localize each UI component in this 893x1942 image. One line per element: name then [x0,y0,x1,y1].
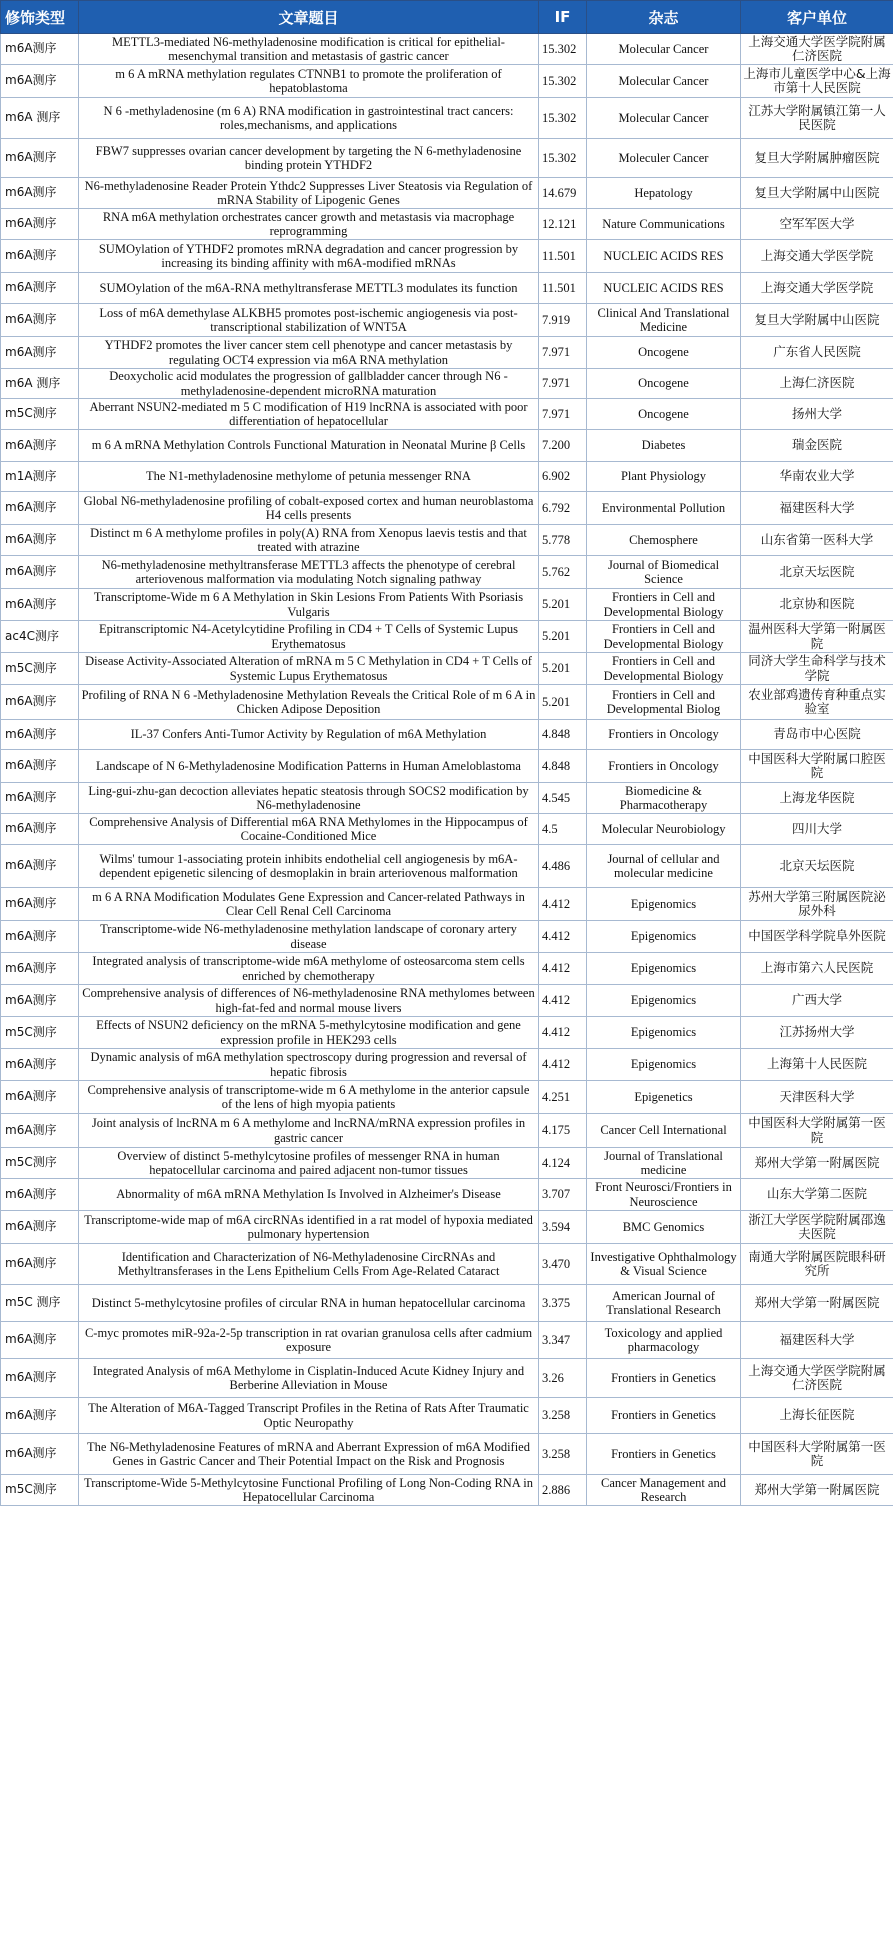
client-unit-cell: 江苏扬州大学 [741,1017,893,1049]
article-title-cell: Comprehensive analysis of transcriptome-wide m 6 A methylome in the anterior capsule of the lens of high myopia patients [79,1081,539,1114]
journal-cell: Moleculer Cancer [587,139,741,178]
table-row [1,492,893,525]
table-row [1,750,893,783]
modification-type-cell: m6A测序 [1,720,79,750]
modification-type-cell: m6A测序 [1,985,79,1017]
impact-factor-cell: 3.707 [539,1179,587,1211]
impact-factor-cell: 3.258 [539,1398,587,1434]
journal-cell: Oncogene [587,399,741,430]
impact-factor-cell: 4.124 [539,1148,587,1179]
journal-cell: Molecular Cancer [587,98,741,139]
client-unit-cell: 上海长征医院 [741,1398,893,1434]
modification-type-cell: m5C测序 [1,399,79,430]
journal-cell: Molecular Cancer [587,65,741,98]
modification-type-cell: m6A测序 [1,65,79,98]
journal-cell: Epigenomics [587,953,741,985]
table-row [1,953,893,985]
modification-type-cell: m6A测序 [1,209,79,240]
journal-cell: NUCLEIC ACIDS RES [587,240,741,273]
journal-cell: Oncogene [587,337,741,369]
client-unit-cell: 郑州大学第一附属医院 [741,1148,893,1179]
impact-factor-cell: 4.412 [539,1049,587,1081]
table-row [1,888,893,921]
impact-factor-cell: 11.501 [539,240,587,273]
modification-type-cell: m6A测序 [1,273,79,304]
modification-type-cell: m6A测序 [1,139,79,178]
client-unit-cell: 北京协和医院 [741,589,893,621]
article-title-cell: Comprehensive Analysis of Differential m6A RNA Methylomes in the Hippocampus of Cocaine-Conditioned Mice [79,814,539,845]
client-unit-cell: 华南农业大学 [741,462,893,492]
modification-type-cell: m6A 测序 [1,369,79,399]
journal-cell: Frontiers in Cell and Developmental Biology [587,621,741,653]
journal-cell: Frontiers in Oncology [587,750,741,783]
article-title-cell: Profiling of RNA N 6 -Methyladenosine Methylation Reveals the Critical Role of m 6 A in Chicken Adipose Deposition [79,685,539,720]
impact-factor-cell: 3.26 [539,1359,587,1398]
article-title-cell: N6-methyladenosine methyltransferase METTL3 affects the phenotype of cerebral arteriovenous malformation via modulating Notch signaling pathway [79,556,539,589]
impact-factor-cell: 6.792 [539,492,587,525]
modification-type-cell: m6A测序 [1,525,79,556]
client-unit-cell: 温州医科大学第一附属医院 [741,621,893,653]
client-unit-cell: 郑州大学第一附属医院 [741,1285,893,1322]
modification-type-cell: m6A测序 [1,783,79,814]
article-title-cell: Deoxycholic acid modulates the progression of gallbladder cancer through N6 -methyladenosine-dependent microRNA maturation [79,369,539,399]
client-unit-cell: 上海交通大学医学院附属仁济医院 [741,34,893,65]
table-row [1,621,893,653]
client-unit-cell: 北京天坛医院 [741,556,893,589]
modification-type-cell: m6A测序 [1,1114,79,1148]
impact-factor-cell: 5.201 [539,621,587,653]
journal-cell: American Journal of Translational Research [587,1285,741,1322]
client-unit-cell: 苏州大学第三附属医院泌尿外科 [741,888,893,921]
impact-factor-cell: 4.412 [539,985,587,1017]
table-row [1,1081,893,1114]
table-row [1,178,893,209]
impact-factor-cell: 4.175 [539,1114,587,1148]
modification-type-cell: m6A测序 [1,1244,79,1285]
client-unit-cell: 广西大学 [741,985,893,1017]
impact-factor-cell: 3.347 [539,1322,587,1359]
table-row [1,1398,893,1434]
modification-type-cell: m6A测序 [1,34,79,65]
article-title-cell: Disease Activity-Associated Alteration of mRNA m 5 C Methylation in CD4 + T Cells of Systemic Lupus Erythematosus [79,653,539,685]
journal-cell: Plant Physiology [587,462,741,492]
article-title-cell: Abnormality of m6A mRNA Methylation Is Involved in Alzheimer's Disease [79,1179,539,1211]
article-title-cell: SUMOylation of YTHDF2 promotes mRNA degradation and cancer progression by increasing its binding affinity with m6A-modified mRNAs [79,240,539,273]
table-row [1,430,893,462]
client-unit-cell: 北京天坛医院 [741,845,893,888]
client-unit-cell: 复旦大学附属中山医院 [741,178,893,209]
journal-cell: Chemosphere [587,525,741,556]
client-unit-cell: 上海市儿童医学中心&上海市第十人民医院 [741,65,893,98]
table-row [1,589,893,621]
modification-type-cell: m6A测序 [1,430,79,462]
impact-factor-cell: 4.5 [539,814,587,845]
header-article-title: 文章题目 [79,1,539,34]
article-title-cell: Integrated analysis of transcriptome-wide m6A methylome of osteosarcoma stem cells enriched by chemotherapy [79,953,539,985]
impact-factor-cell: 4.848 [539,750,587,783]
table-row [1,1017,893,1049]
table-row [1,209,893,240]
modification-type-cell: m1A测序 [1,462,79,492]
article-title-cell: Wilms' tumour 1-associating protein inhibits endothelial cell angiogenesis by m6A-dependent epigenetic silencing of desmoplakin in brain arteriovenous malformation [79,845,539,888]
modification-type-cell: m5C测序 [1,1017,79,1049]
client-unit-cell: 上海第十人民医院 [741,1049,893,1081]
client-unit-cell: 上海龙华医院 [741,783,893,814]
article-title-cell: Distinct m 6 A methylome profiles in poly(A) RNA from Xenopus laevis testis and that treated with atrazine [79,525,539,556]
table-row [1,814,893,845]
table-row [1,1434,893,1475]
impact-factor-cell: 11.501 [539,273,587,304]
journal-cell: Cancer Cell International [587,1114,741,1148]
impact-factor-cell: 4.545 [539,783,587,814]
article-title-cell: YTHDF2 promotes the liver cancer stem cell phenotype and cancer metastasis by regulating OCT4 expression via m6A RNA methylation [79,337,539,369]
table-row [1,985,893,1017]
modification-type-cell: m6A测序 [1,1398,79,1434]
modification-type-cell: m5C测序 [1,1148,79,1179]
journal-cell: Frontiers in Cell and Developmental Biology [587,589,741,621]
impact-factor-cell: 3.258 [539,1434,587,1475]
table-row [1,273,893,304]
article-title-cell: Dynamic analysis of m6A methylation spectroscopy during progression and reversal of hepatic fibrosis [79,1049,539,1081]
client-unit-cell: 上海市第六人民医院 [741,953,893,985]
modification-type-cell: m6A测序 [1,556,79,589]
header-row [1,1,893,34]
modification-type-cell: m6A测序 [1,589,79,621]
client-unit-cell: 山东大学第二医院 [741,1179,893,1211]
article-title-cell: C-myc promotes miR-92a-2-5p transcription in rat ovarian granulosa cells after cadmium exposure [79,1322,539,1359]
journal-cell: BMC Genomics [587,1211,741,1244]
article-title-cell: N 6 -methyladenosine (m 6 A) RNA modification in gastrointestinal tract cancers: roles,mechanisms, and applications [79,98,539,139]
modification-type-cell: m6A测序 [1,492,79,525]
modification-type-cell: m5C测序 [1,1475,79,1506]
article-title-cell: Epitranscriptomic N4-Acetylcytidine Profiling in CD4 + T Cells of Systemic Lupus Erythematosus [79,621,539,653]
client-unit-cell: 上海仁济医院 [741,369,893,399]
journal-cell: Epigenomics [587,1017,741,1049]
article-title-cell: SUMOylation of the m6A-RNA methyltransferase METTL3 modulates its function [79,273,539,304]
modification-type-cell: m6A测序 [1,1081,79,1114]
impact-factor-cell: 3.375 [539,1285,587,1322]
journal-cell: Epigenomics [587,1049,741,1081]
impact-factor-cell: 4.486 [539,845,587,888]
journal-cell: Hepatology [587,178,741,209]
client-unit-cell: 同济大学生命科学与技术学院 [741,653,893,685]
table-row [1,1285,893,1322]
impact-factor-cell: 3.594 [539,1211,587,1244]
article-title-cell: Distinct 5-methylcytosine profiles of circular RNA in human hepatocellular carcinoma [79,1285,539,1322]
table-row [1,685,893,720]
article-title-cell: Loss of m6A demethylase ALKBH5 promotes post-ischemic angiogenesis via post-transcriptional stabilization of WNT5A [79,304,539,337]
table-row [1,1179,893,1211]
table-row [1,98,893,139]
table-row [1,1211,893,1244]
table-row [1,1148,893,1179]
impact-factor-cell: 15.302 [539,34,587,65]
client-unit-cell: 中国医学科学院阜外医院 [741,921,893,953]
article-title-cell: Comprehensive analysis of differences of N6-methyladenosine RNA methylomes between high-fat-fed and normal mouse livers [79,985,539,1017]
impact-factor-cell: 7.971 [539,337,587,369]
impact-factor-cell: 4.251 [539,1081,587,1114]
table-row [1,462,893,492]
client-unit-cell: 山东省第一医科大学 [741,525,893,556]
table-row [1,1475,893,1506]
journal-cell: Frontiers in Genetics [587,1434,741,1475]
client-unit-cell: 四川大学 [741,814,893,845]
modification-type-cell: m6A测序 [1,178,79,209]
article-title-cell: Global N6-methyladenosine profiling of cobalt-exposed cortex and human neuroblastoma H4 cells presents [79,492,539,525]
journal-cell: Nature Communications [587,209,741,240]
article-title-cell: Overview of distinct 5-methylcytosine profiles of messenger RNA in human hepatocellular carcinoma and paired adjacent non-tumor tissues [79,1148,539,1179]
impact-factor-cell: 6.902 [539,462,587,492]
table-row [1,845,893,888]
client-unit-cell: 农业部鸡遗传育种重点实验室 [741,685,893,720]
impact-factor-cell: 4.412 [539,1017,587,1049]
header-client-unit: 客户单位 [741,1,893,34]
journal-cell: Oncogene [587,369,741,399]
article-title-cell: The Alteration of M6A-Tagged Transcript Profiles in the Retina of Rats After Traumatic Optic Neuropathy [79,1398,539,1434]
article-title-cell: N6-methyladenosine Reader Protein Ythdc2 Suppresses Liver Steatosis via Regulation of mRNA Stability of Lipogenic Genes [79,178,539,209]
impact-factor-cell: 7.200 [539,430,587,462]
journal-cell: Biomedicine & Pharmacotherapy [587,783,741,814]
article-title-cell: Joint analysis of lncRNA m 6 A methylome and lncRNA/mRNA expression profiles in gastric cancer [79,1114,539,1148]
journal-cell: Environmental Pollution [587,492,741,525]
table-row [1,1049,893,1081]
journal-cell: Toxicology and applied pharmacology [587,1322,741,1359]
client-unit-cell: 上海交通大学医学院附属仁济医院 [741,1359,893,1398]
client-unit-cell: 青岛市中心医院 [741,720,893,750]
journal-cell: Journal of cellular and molecular medicine [587,845,741,888]
impact-factor-cell: 15.302 [539,139,587,178]
client-unit-cell: 空军军医大学 [741,209,893,240]
journal-cell: Epigenomics [587,888,741,921]
header-journal: 杂志 [587,1,741,34]
article-title-cell: m 6 A mRNA Methylation Controls Functional Maturation in Neonatal Murine β Cells [79,430,539,462]
impact-factor-cell: 5.201 [539,589,587,621]
journal-cell: Frontiers in Oncology [587,720,741,750]
modification-type-cell: m6A测序 [1,1359,79,1398]
client-unit-cell: 广东省人民医院 [741,337,893,369]
client-unit-cell: 郑州大学第一附属医院 [741,1475,893,1506]
article-title-cell: Aberrant NSUN2-mediated m 5 C modification of H19 lncRNA is associated with poor differentiation of hepatocellular [79,399,539,430]
journal-cell: Frontiers in Cell and Developmental Biology [587,653,741,685]
client-unit-cell: 扬州大学 [741,399,893,430]
journal-cell: Cancer Management and Research [587,1475,741,1506]
impact-factor-cell: 4.412 [539,888,587,921]
journal-cell: NUCLEIC ACIDS RES [587,273,741,304]
impact-factor-cell: 5.201 [539,685,587,720]
client-unit-cell: 中国医科大学附属口腔医院 [741,750,893,783]
impact-factor-cell: 7.971 [539,399,587,430]
article-title-cell: IL-37 Confers Anti-Tumor Activity by Regulation of m6A Methylation [79,720,539,750]
journal-cell: Epigenomics [587,985,741,1017]
header-impact-factor: IF [539,1,587,34]
modification-type-cell: m6A测序 [1,685,79,720]
table-row [1,525,893,556]
table-row [1,34,893,65]
journal-cell: Frontiers in Cell and Developmental Biolog [587,685,741,720]
modification-type-cell: m6A测序 [1,1049,79,1081]
journal-cell: Investigative Ophthalmology & Visual Science [587,1244,741,1285]
client-unit-cell: 上海交通大学医学院 [741,273,893,304]
modification-type-cell: m6A测序 [1,337,79,369]
client-unit-cell: 南通大学附属医院眼科研究所 [741,1244,893,1285]
article-title-cell: Transcriptome-wide map of m6A circRNAs identified in a rat model of hypoxia mediated pulmonary hypertension [79,1211,539,1244]
article-title-cell: METTL3-mediated N6-methyladenosine modification is critical for epithelial-mesenchymal transition and metastasis of gastric cancer [79,34,539,65]
table-row [1,783,893,814]
article-title-cell: m 6 A RNA Modification Modulates Gene Expression and Cancer-related Pathways in Clear Cell Renal Cell Carcinoma [79,888,539,921]
article-title-cell: Identification and Characterization of N6-Methyladenosine CircRNAs and Methyltransferases in the Lens Epithelium Cells From Age-Related Cataract [79,1244,539,1285]
modification-type-cell: m6A 测序 [1,98,79,139]
modification-type-cell: m5C测序 [1,653,79,685]
client-unit-cell: 天津医科大学 [741,1081,893,1114]
table-row [1,240,893,273]
table-row [1,1359,893,1398]
article-title-cell: m 6 A mRNA methylation regulates CTNNB1 to promote the proliferation of hepatoblastoma [79,65,539,98]
journal-cell: Frontiers in Genetics [587,1359,741,1398]
table-row [1,399,893,430]
table-row [1,369,893,399]
article-title-cell: Transcriptome-Wide m 6 A Methylation in Skin Lesions From Patients With Psoriasis Vulgaris [79,589,539,621]
table-row [1,139,893,178]
modification-type-cell: m6A测序 [1,750,79,783]
modification-type-cell: m6A测序 [1,921,79,953]
modification-type-cell: m6A测序 [1,304,79,337]
impact-factor-cell: 4.848 [539,720,587,750]
client-unit-cell: 复旦大学附属中山医院 [741,304,893,337]
impact-factor-cell: 3.470 [539,1244,587,1285]
impact-factor-cell: 7.919 [539,304,587,337]
article-title-cell: The N1-methyladenosine methylome of petunia messenger RNA [79,462,539,492]
client-unit-cell: 浙江大学医学院附属邵逸夫医院 [741,1211,893,1244]
modification-type-cell: m6A测序 [1,1211,79,1244]
client-unit-cell: 中国医科大学附属第一医院 [741,1114,893,1148]
table-row [1,65,893,98]
client-unit-cell: 瑞金医院 [741,430,893,462]
client-unit-cell: 中国医科大学附属第一医院 [741,1434,893,1475]
journal-cell: Clinical And Translational Medicine [587,304,741,337]
client-unit-cell: 上海交通大学医学院 [741,240,893,273]
article-title-cell: Ling-gui-zhu-gan decoction alleviates hepatic steatosis through SOCS2 modification by N6-methyladenosine [79,783,539,814]
modification-type-cell: m6A测序 [1,814,79,845]
journal-cell: Molecular Neurobiology [587,814,741,845]
journal-cell: Diabetes [587,430,741,462]
impact-factor-cell: 15.302 [539,65,587,98]
impact-factor-cell: 7.971 [539,369,587,399]
table-row [1,1322,893,1359]
article-title-cell: FBW7 suppresses ovarian cancer development by targeting the N 6-methyladenosine binding protein YTHDF2 [79,139,539,178]
table-row [1,921,893,953]
article-title-cell: Integrated Analysis of m6A Methylome in Cisplatin-Induced Acute Kidney Injury and Berberine Alleviation in Mouse [79,1359,539,1398]
table-row [1,556,893,589]
client-unit-cell: 福建医科大学 [741,492,893,525]
journal-cell: Front Neurosci/Frontiers in Neuroscience [587,1179,741,1211]
article-title-cell: RNA m6A methylation orchestrates cancer growth and metastasis via macrophage reprogramming [79,209,539,240]
journal-cell: Frontiers in Genetics [587,1398,741,1434]
impact-factor-cell: 4.412 [539,953,587,985]
journal-cell: Epigenomics [587,921,741,953]
journal-cell: Journal of Translational medicine [587,1148,741,1179]
impact-factor-cell: 5.762 [539,556,587,589]
modification-type-cell: m5C 测序 [1,1285,79,1322]
impact-factor-cell: 15.302 [539,98,587,139]
table-row [1,1114,893,1148]
impact-factor-cell: 12.121 [539,209,587,240]
impact-factor-cell: 4.412 [539,921,587,953]
journal-cell: Molecular Cancer [587,34,741,65]
impact-factor-cell: 5.201 [539,653,587,685]
impact-factor-cell: 5.778 [539,525,587,556]
article-title-cell: Transcriptome-wide N6-methyladenosine methylation landscape of coronary artery disease [79,921,539,953]
modification-type-cell: m6A测序 [1,1322,79,1359]
journal-cell: Epigenetics [587,1081,741,1114]
client-unit-cell: 复旦大学附属肿瘤医院 [741,139,893,178]
article-title-cell: Effects of NSUN2 deficiency on the mRNA 5-methylcytosine modification and gene expression profile in HEK293 cells [79,1017,539,1049]
modification-type-cell: m6A测序 [1,953,79,985]
journal-cell: Journal of Biomedical Science [587,556,741,589]
modification-type-cell: m6A测序 [1,1434,79,1475]
impact-factor-cell: 2.886 [539,1475,587,1506]
article-title-cell: The N6-Methyladenosine Features of mRNA and Aberrant Expression of m6A Modified Genes in Gastric Cancer and Their Potential Impact on the Risk and Prognosis [79,1434,539,1475]
header-modification-type: 修饰类型 [1,1,79,34]
client-unit-cell: 江苏大学附属镇江第一人民医院 [741,98,893,139]
table-row [1,1244,893,1285]
table-row [1,304,893,337]
article-title-cell: Transcriptome-Wide 5-Methylcytosine Functional Profiling of Long Non-Coding RNA in Hepatocellular Carcinoma [79,1475,539,1506]
article-title-cell: Landscape of N 6-Methyladenosine Modification Patterns in Human Ameloblastoma [79,750,539,783]
table-row [1,720,893,750]
table-row [1,337,893,369]
modification-type-cell: m6A测序 [1,845,79,888]
modification-type-cell: ac4C测序 [1,621,79,653]
table-body [1,34,893,1506]
table-row [1,653,893,685]
client-unit-cell: 福建医科大学 [741,1322,893,1359]
modification-type-cell: m6A测序 [1,240,79,273]
modification-type-cell: m6A测序 [1,888,79,921]
impact-factor-cell: 14.679 [539,178,587,209]
modification-type-cell: m6A测序 [1,1179,79,1211]
